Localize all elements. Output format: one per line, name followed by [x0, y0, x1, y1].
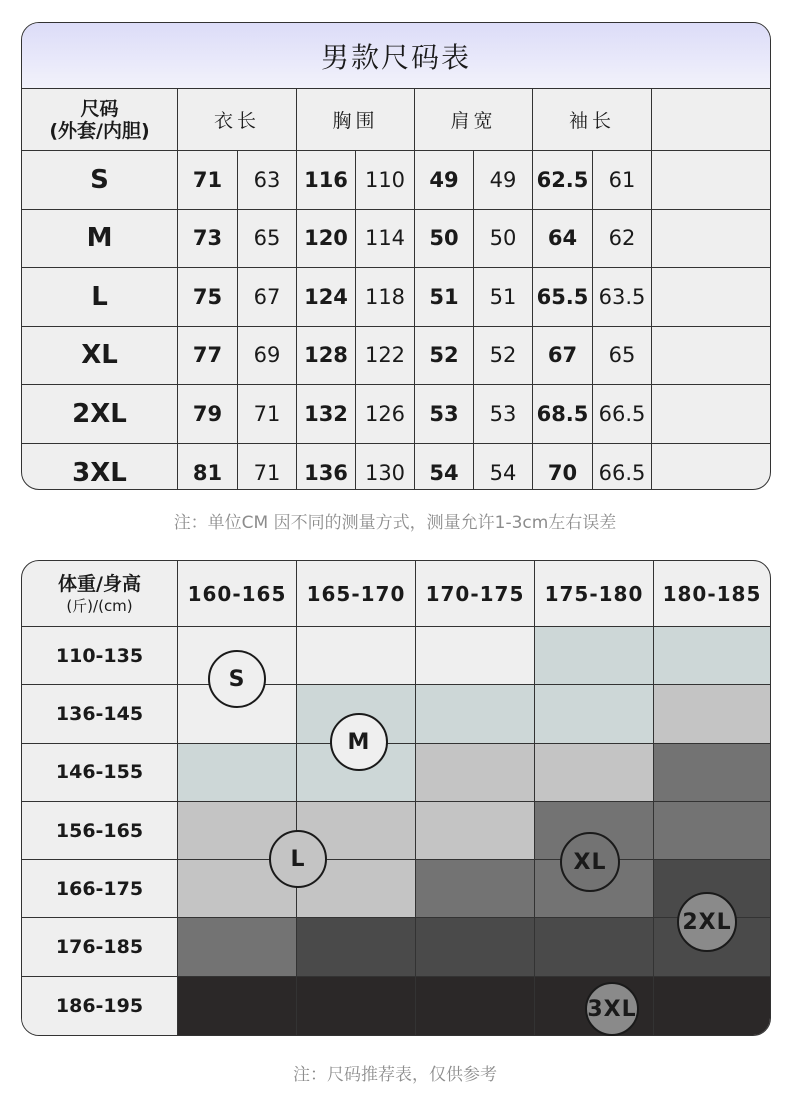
outer-value: 132: [297, 385, 356, 443]
weight-row: [22, 860, 770, 918]
inner-value: 130: [356, 444, 415, 491]
weight-range-label: 136-145: [22, 685, 178, 742]
size-bubble-3xl: 3XL: [585, 982, 639, 1036]
size-row: [22, 210, 770, 269]
size-zone-cell: [416, 860, 535, 917]
size-zone-cell: [178, 627, 297, 684]
size-zone-cell: [654, 802, 770, 859]
size-chart-title: 男款尺码表: [22, 23, 770, 89]
size-zone-cell: [297, 685, 416, 742]
size-zone-cell: [654, 918, 770, 975]
size-chart-grid: [22, 89, 770, 490]
height-range-header: 165-170: [297, 561, 416, 626]
size-zone-cell: [535, 627, 654, 684]
size-zone-cell: [416, 918, 535, 975]
outer-value: 136: [297, 444, 356, 491]
outer-value: 53: [415, 385, 474, 443]
inner-value: 67: [238, 268, 297, 326]
size-zone-cell: [654, 977, 770, 1035]
outer-value: 73: [178, 210, 238, 268]
size-zone-cell: [416, 627, 535, 684]
size-chart-header-row: [22, 89, 770, 151]
size-zone-cell: [178, 744, 297, 801]
size-header-line1: 尺码: [80, 97, 119, 120]
size-zone-cell: [535, 918, 654, 975]
empty-cell: [652, 268, 770, 326]
weight-row: [22, 744, 770, 802]
outer-value: 67: [533, 327, 593, 385]
empty-cell: [652, 210, 770, 268]
size-chart-note: 注：单位CM 因不同的测量方式，测量允许1-3cm左右误差: [173, 513, 617, 533]
inner-value: 65: [238, 210, 297, 268]
size-label: XL: [22, 327, 178, 385]
size-zone-cell: [178, 685, 297, 742]
size-zone-cell: [416, 802, 535, 859]
size-zone-cell: [297, 918, 416, 975]
measure-header-shoulder: 肩宽: [415, 89, 533, 150]
size-label: 2XL: [22, 385, 178, 443]
size-zone-cell: [297, 802, 416, 859]
outer-value: 52: [415, 327, 474, 385]
size-zone-cell: [535, 802, 654, 859]
outer-value: 54: [415, 444, 474, 491]
weight-height-corner: [22, 561, 178, 626]
weight-row: [22, 627, 770, 685]
weight-range-label: 176-185: [22, 918, 178, 975]
outer-value: 65.5: [533, 268, 593, 326]
outer-value: 128: [297, 327, 356, 385]
size-chart-table: [21, 22, 771, 490]
outer-value: 49: [415, 151, 474, 209]
size-zone-cell: [178, 860, 297, 917]
size-row: [22, 385, 770, 444]
size-bubble-s: S: [208, 650, 266, 708]
size-zone-cell: [416, 744, 535, 801]
outer-value: 77: [178, 327, 238, 385]
empty-cell: [652, 385, 770, 443]
size-bubble-l: L: [269, 830, 327, 888]
height-range-header: 175-180: [535, 561, 654, 626]
inner-value: 63.5: [593, 268, 652, 326]
size-zone-cell: [297, 744, 416, 801]
measure-header-sleeve: 袖长: [533, 89, 652, 150]
inner-value: 110: [356, 151, 415, 209]
size-zone-cell: [535, 685, 654, 742]
weight-row: [22, 685, 770, 743]
size-zone-cell: [297, 627, 416, 684]
size-row: [22, 327, 770, 386]
outer-value: 64: [533, 210, 593, 268]
size-zone-cell: [297, 977, 416, 1035]
weight-range-label: 186-195: [22, 977, 178, 1035]
weight-row: [22, 802, 770, 860]
outer-value: 75: [178, 268, 238, 326]
corner-line2: (斤)/(cm): [66, 596, 133, 615]
inner-value: 66.5: [593, 444, 652, 491]
height-header-row: [22, 561, 770, 627]
outer-value: 116: [297, 151, 356, 209]
size-zone-cell: [654, 685, 770, 742]
size-bubble-xl: XL: [560, 832, 620, 892]
inner-value: 66.5: [593, 385, 652, 443]
empty-cell: [652, 151, 770, 209]
inner-value: 118: [356, 268, 415, 326]
size-zone-cell: [297, 860, 416, 917]
weight-range-label: 110-135: [22, 627, 178, 684]
size-zone-cell: [416, 977, 535, 1035]
size-zone-cell: [535, 977, 654, 1035]
inner-value: 53: [474, 385, 533, 443]
weight-row: [22, 918, 770, 976]
inner-value: 49: [474, 151, 533, 209]
outer-value: 70: [533, 444, 593, 491]
outer-value: 124: [297, 268, 356, 326]
outer-value: 50: [415, 210, 474, 268]
height-range-header: 160-165: [178, 561, 297, 626]
size-label: L: [22, 268, 178, 326]
corner-line1: 体重/身高: [58, 572, 141, 595]
size-recommendation-table: [21, 560, 771, 1036]
weight-range-label: 166-175: [22, 860, 178, 917]
recommendation-note: 注：尺码推荐表，仅供参考: [293, 1065, 497, 1085]
size-row: [22, 151, 770, 210]
outer-value: 79: [178, 385, 238, 443]
height-range-header: 170-175: [416, 561, 535, 626]
size-label: 3XL: [22, 444, 178, 491]
size-row: [22, 268, 770, 327]
weight-range-label: 156-165: [22, 802, 178, 859]
inner-value: 62: [593, 210, 652, 268]
empty-header-cell: [652, 89, 770, 150]
size-zone-cell: [654, 744, 770, 801]
inner-value: 54: [474, 444, 533, 491]
size-label: M: [22, 210, 178, 268]
size-column-header: [22, 89, 178, 150]
size-zone-cell: [416, 685, 535, 742]
outer-value: 62.5: [533, 151, 593, 209]
size-zone-cell: [178, 977, 297, 1035]
size-bubble-2xl: 2XL: [677, 892, 737, 952]
size-zone-cell: [654, 627, 770, 684]
size-zone-cell: [535, 860, 654, 917]
size-bubble-m: M: [330, 713, 388, 771]
outer-value: 51: [415, 268, 474, 326]
size-zone-cell: [654, 860, 770, 917]
inner-value: 114: [356, 210, 415, 268]
inner-value: 122: [356, 327, 415, 385]
outer-value: 120: [297, 210, 356, 268]
size-zone-cell: [178, 802, 297, 859]
inner-value: 63: [238, 151, 297, 209]
size-label: S: [22, 151, 178, 209]
empty-cell: [652, 444, 770, 491]
size-zone-cell: [178, 918, 297, 975]
outer-value: 71: [178, 151, 238, 209]
inner-value: 51: [474, 268, 533, 326]
size-header-line2: (外套/内胆): [49, 119, 150, 142]
inner-value: 52: [474, 327, 533, 385]
weight-row: [22, 977, 770, 1035]
inner-value: 50: [474, 210, 533, 268]
outer-value: 81: [178, 444, 238, 491]
inner-value: 126: [356, 385, 415, 443]
size-row: [22, 444, 770, 491]
inner-value: 65: [593, 327, 652, 385]
measure-header-length: 衣长: [178, 89, 297, 150]
inner-value: 71: [238, 385, 297, 443]
measure-header-chest: 胸围: [297, 89, 415, 150]
inner-value: 61: [593, 151, 652, 209]
empty-cell: [652, 327, 770, 385]
inner-value: 71: [238, 444, 297, 491]
weight-range-label: 146-155: [22, 744, 178, 801]
size-zone-cell: [535, 744, 654, 801]
inner-value: 69: [238, 327, 297, 385]
height-range-header: 180-185: [662, 581, 762, 606]
outer-value: 68.5: [533, 385, 593, 443]
